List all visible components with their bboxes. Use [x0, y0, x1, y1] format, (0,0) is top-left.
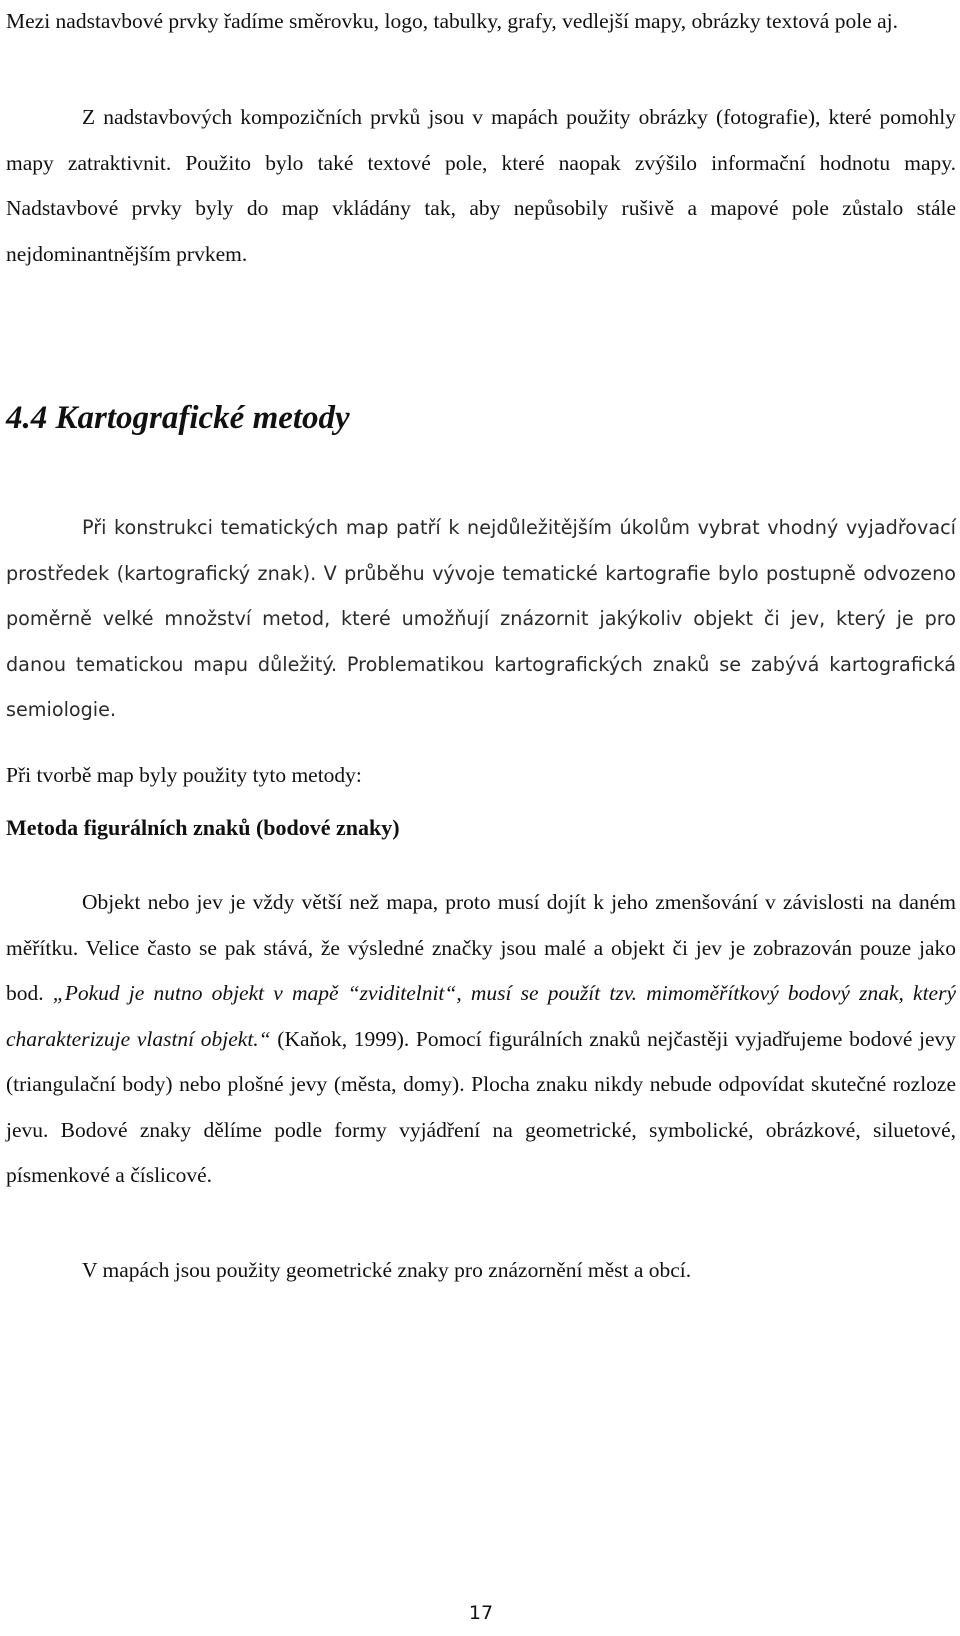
method-heading: Metoda figurálních znaků (bodové znaky) — [6, 815, 400, 840]
paragraph-text: Objekt nebo jev je vždy větší než mapa, proto musí dojít k jeho zmenšování v závislosti na daném měřítku. Velice často se pak stává, že výsledné značky jsou malé a objekt či jev je zobrazován pouze jako bod. — [6, 890, 956, 1005]
document-page — [6, 0, 956, 1636]
paragraph-geometric-signs: V mapách jsou použity geometrické znaky pro znázornění měst a obcí. — [82, 1258, 692, 1282]
paragraph-figural-signs — [6, 880, 956, 1199]
paragraph-methods-used: Při tvorbě map byly použity tyto metody: — [6, 763, 362, 787]
paragraph-cartographic-methods: Při konstrukci tematických map patří k nejdůležitějším úkolům vybrat vhodný vyjadřovací prostředek (kartografický znak). V průběhu vývoje tematické kartografie bylo postupně odvozeno poměrně velké množství metod, které umožňují znázornit jakýkoliv objekt či jev, který je pro danou tematickou mapu důležitý. Problematikou kartografických znaků se zabývá kartografická semiologie. — [6, 516, 956, 721]
paragraph-text: (Kaňok, 1999). Pomocí figurálních znaků nejčastěji vyjadřujeme bodové jevy (triangulační body) nebo plošné jevy (města, domy). Plocha znaku nikdy nebude odpovídat skutečné rozloze jevu. Bodové znaky dělíme podle formy vyjádření na geometrické, symbolické, obrázkové, siluetové, písmenkové a číslicové. — [6, 1026, 957, 1187]
citation-quote: „Pokud je nutno objekt v mapě “zviditelnit“, musí se použít tzv. mimoměřítkový bodový znak, který charakterizuje vlastní objekt.“ — [6, 981, 957, 1051]
paragraph-compositional-elements: Z nadstavbových kompozičních prvků jsou v mapách použity obrázky (fotografie), které pomohly mapy zatraktivnit. Použito bylo také textové pole, které naopak zvýšilo informační hodnotu mapy. Nadstavbové prvky byly do map vkládány tak, aby nepůsobily rušivě a mapové pole zůstalo stále nejdominantnějším prvkem. — [6, 105, 956, 266]
section-heading: 4.4 Kartografické metody — [6, 400, 350, 436]
page-number: 17 — [468, 1602, 494, 1624]
paragraph-overlay-elements: Mezi nadstavbové prvky řadíme směrovku, logo, tabulky, grafy, vedlejší mapy, obrázky textová pole aj. — [6, 9, 898, 33]
